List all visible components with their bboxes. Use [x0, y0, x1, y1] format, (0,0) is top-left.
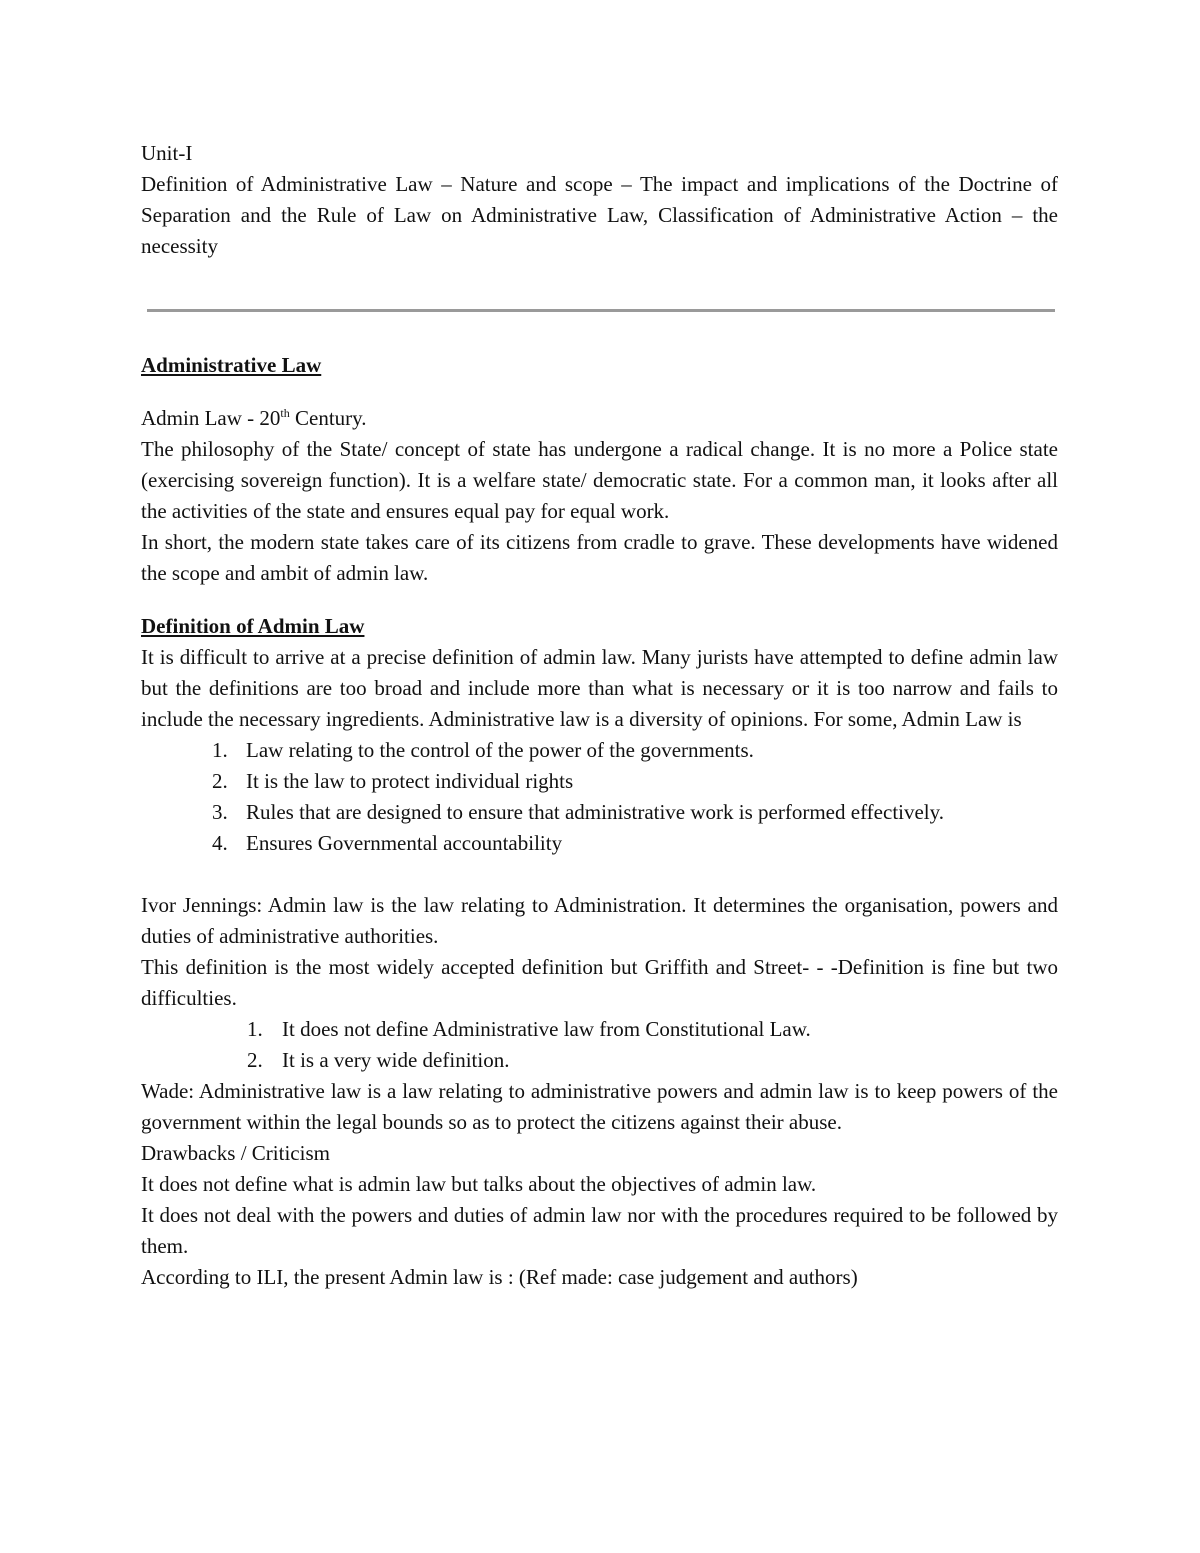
admin-law-suffix: Century. [289, 406, 367, 430]
paragraph-modern-state: In short, the modern state takes care of its citizens from cradle to grave. These developments have widened the scope and ambit of admin law. [141, 530, 1058, 585]
unit-label: Unit-I [141, 141, 193, 165]
paragraph-philosophy: The philosophy of the State/ concept of state has undergone a radical change. It is no more a Police state (exercising sovereign function). It is a welfare state/ democratic state. For a common man, it looks after all the activities of the state and ensures equal pay for equal work. [141, 437, 1058, 523]
paragraph-definition-intro: It is difficult to arrive at a precise definition of admin law. Many jurists have attempted to define admin law but the definitions are too broad and include more than what is necessary or it is too narrow and fails to include the necessary ingredients. Administrative law is a diversity of opinions. For some, Admin Law is [141, 645, 1058, 731]
admin-law-prefix: Admin Law - 20 [141, 406, 281, 430]
horizontal-divider [147, 309, 1055, 312]
paragraph-wade: Wade: Administrative law is a law relating to administrative powers and admin law is to keep powers of the government within the legal bounds so as to protect the citizens against their abuse. [141, 1079, 1058, 1134]
list-item: 2. It is a very wide definition. [247, 1048, 510, 1072]
definition-list [141, 735, 1058, 859]
paragraph-ili: According to ILI, the present Admin law is : (Ref made: case judgement and authors) [141, 1265, 858, 1289]
paragraph-accepted-definition: This definition is the most widely accepted definition but Griffith and Street- - -Definition is fine but two difficulties. [141, 955, 1058, 1010]
paragraph-drawback-1: It does not define what is admin law but talks about the objectives of admin law. [141, 1172, 817, 1196]
admin-law-century-line [141, 403, 1058, 434]
section-heading-administrative-law: Administrative Law [141, 353, 322, 377]
drawbacks-label: Drawbacks / Criticism [141, 1141, 330, 1165]
difficulties-list [141, 1014, 1058, 1076]
superscript-th: th [280, 406, 290, 420]
paragraph-ivor-jennings: Ivor Jennings: Admin law is the law relating to Administration. It determines the organisation, powers and duties of administrative authorities. [141, 893, 1058, 948]
list-item: 3. Rules that are designed to ensure that administrative work is performed effectively. [212, 800, 945, 824]
list-item: 1. It does not define Administrative law from Constitutional Law. [247, 1017, 811, 1041]
list-item: 1. Law relating to the control of the power of the governments. [212, 738, 754, 762]
list-item: 2. It is the law to protect individual rights [212, 769, 574, 793]
section-heading-definition: Definition of Admin Law [141, 614, 365, 638]
list-item: 4. Ensures Governmental accountability [212, 831, 563, 855]
syllabus-text: Definition of Administrative Law – Nature and scope – The impact and implications of the Doctrine of Separation and the Rule of Law on Administrative Law, Classification of Administrative Action – the necessity [141, 172, 1058, 258]
document-page [141, 138, 1058, 1293]
paragraph-drawback-2: It does not deal with the powers and duties of admin law nor with the procedures required to be followed by them. [141, 1203, 1058, 1258]
